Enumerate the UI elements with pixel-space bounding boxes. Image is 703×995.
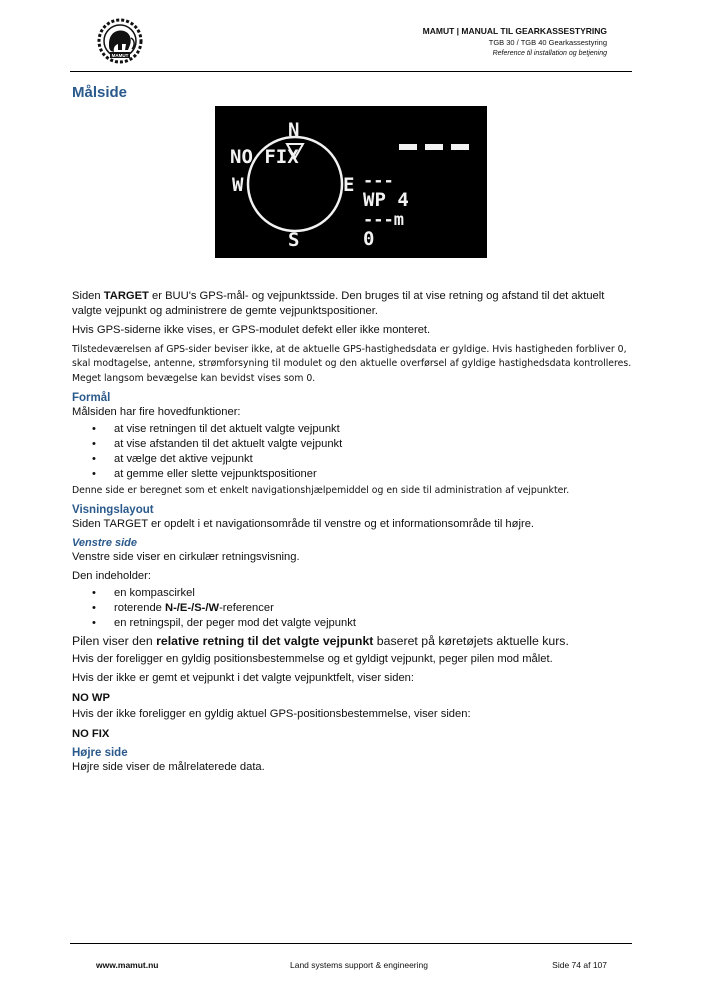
intro-paragraph: Siden TARGET er BUU's GPS-mål- og vejpunktsside. Den bruges til at vise retning og afstand til det aktuelt valgte vejpunkt og administrere de gemte vejpunktspositioner. [72, 290, 605, 317]
screen-wp: WP 4 [363, 189, 409, 211]
screen-no-fix: NO FIX [230, 146, 299, 168]
no-fix-intro: Hvis der ikke foreligger en gyldig aktuel GPS-positionsbestemmelse, viser siden: [72, 708, 471, 720]
screen-s: S [288, 229, 300, 251]
list-item: • roterende N-/E-/S-/W-referencer [114, 601, 632, 616]
screen-e: E [343, 174, 355, 196]
page-header [423, 26, 607, 59]
screen-dashes-top [399, 144, 469, 150]
page-title: Målside [72, 84, 128, 101]
header-divider [70, 71, 632, 72]
header-reference: Reference til installation og betjening [492, 50, 607, 57]
target-screen-image [215, 106, 487, 258]
purpose-list [72, 422, 632, 482]
screen-distance: ---m [363, 210, 404, 230]
layout-heading: Visningslayout [72, 504, 154, 516]
intro-note: Hvis GPS-siderne ikke vises, er GPS-modulet defekt eller ikke monteret. [72, 324, 431, 336]
list-item: • at gemme eller slette vejpunktspositioner [114, 467, 632, 482]
page-body [72, 289, 632, 780]
list-item: • at vise retningen til det aktuelt valgte vejpunkt [114, 422, 632, 437]
right-side-heading: Højre side [72, 747, 128, 759]
arrow-paragraph: Pilen viser den relative retning til det valgte vejpunkt baseret på køretøjets aktuelle kurs. [72, 633, 569, 648]
no-fix-label: NO FIX [72, 727, 110, 740]
valid-paragraph: Hvis der foreligger en gyldig positionsbestemmelse og et gyldigt vejpunkt, peger pilen mod målet. [72, 652, 553, 665]
mamut-logo [95, 18, 145, 64]
screen-w: W [232, 174, 244, 196]
purpose-heading: Formål [72, 392, 111, 404]
footer-divider [70, 943, 632, 944]
list-item: • en kompascirkel [114, 586, 632, 601]
no-wp-label: NO WP [72, 691, 110, 704]
footer-website[interactable]: www.mamut.nu [96, 960, 159, 970]
svg-text:MAMUT: MAMUT [111, 53, 129, 58]
purpose-note: Denne side er beregnet som et enkelt navigationshjælpemiddel og en side til administration af vejpunkter. [72, 484, 570, 496]
screen-dashes-mid: --- [363, 171, 394, 191]
contains-label: Den indeholder: [72, 570, 151, 582]
right-side-text: Højre side viser de målrelaterede data. [72, 761, 265, 773]
layout-text: Siden TARGET er opdelt i et navigationsområde til venstre og et informationsområde til højre. [72, 518, 535, 530]
left-side-list [72, 586, 632, 631]
screen-n: N [288, 119, 300, 141]
left-side-heading: Venstre side [72, 536, 138, 549]
header-subtitle: TGB 30 / TGB 40 Gearkassestyring [488, 38, 607, 47]
screen-zero: 0 [363, 228, 375, 250]
intro-warning: Tilstedeværelsen af GPS-sider beviser ikke, at de aktuelle GPS-hastighedsdata er gyldige. Hvis hastigheden forbliver 0, skal modtagelse, antenne, strømforsyning til modulet og den aktuelle overførsel af gyldige hastighedsdata kontrolleres. Meget langsom bevægelse kan bevidst vises som 0. [72, 343, 632, 384]
header-title: MAMUT | MANUAL TIL GEARKASSESTYRING [422, 26, 607, 36]
no-wp-intro: Hvis der ikke er gemt et vejpunkt i det valgte vejpunktfelt, viser siden: [72, 672, 414, 684]
left-side-text: Venstre side viser en cirkulær retningsvisning. [72, 550, 300, 563]
list-item: • at vælge det aktive vejpunkt [114, 452, 632, 467]
list-item: • en retningspil, der peger mod det valgte vejpunkt [114, 616, 632, 631]
footer-tagline: Land systems support & engineering [290, 960, 428, 970]
footer-page-number: Side 74 af 107 [552, 960, 607, 970]
purpose-lead: Målsiden har fire hovedfunktioner: [72, 406, 241, 418]
list-item: • at vise afstanden til det aktuelt valgte vejpunkt [114, 437, 632, 452]
